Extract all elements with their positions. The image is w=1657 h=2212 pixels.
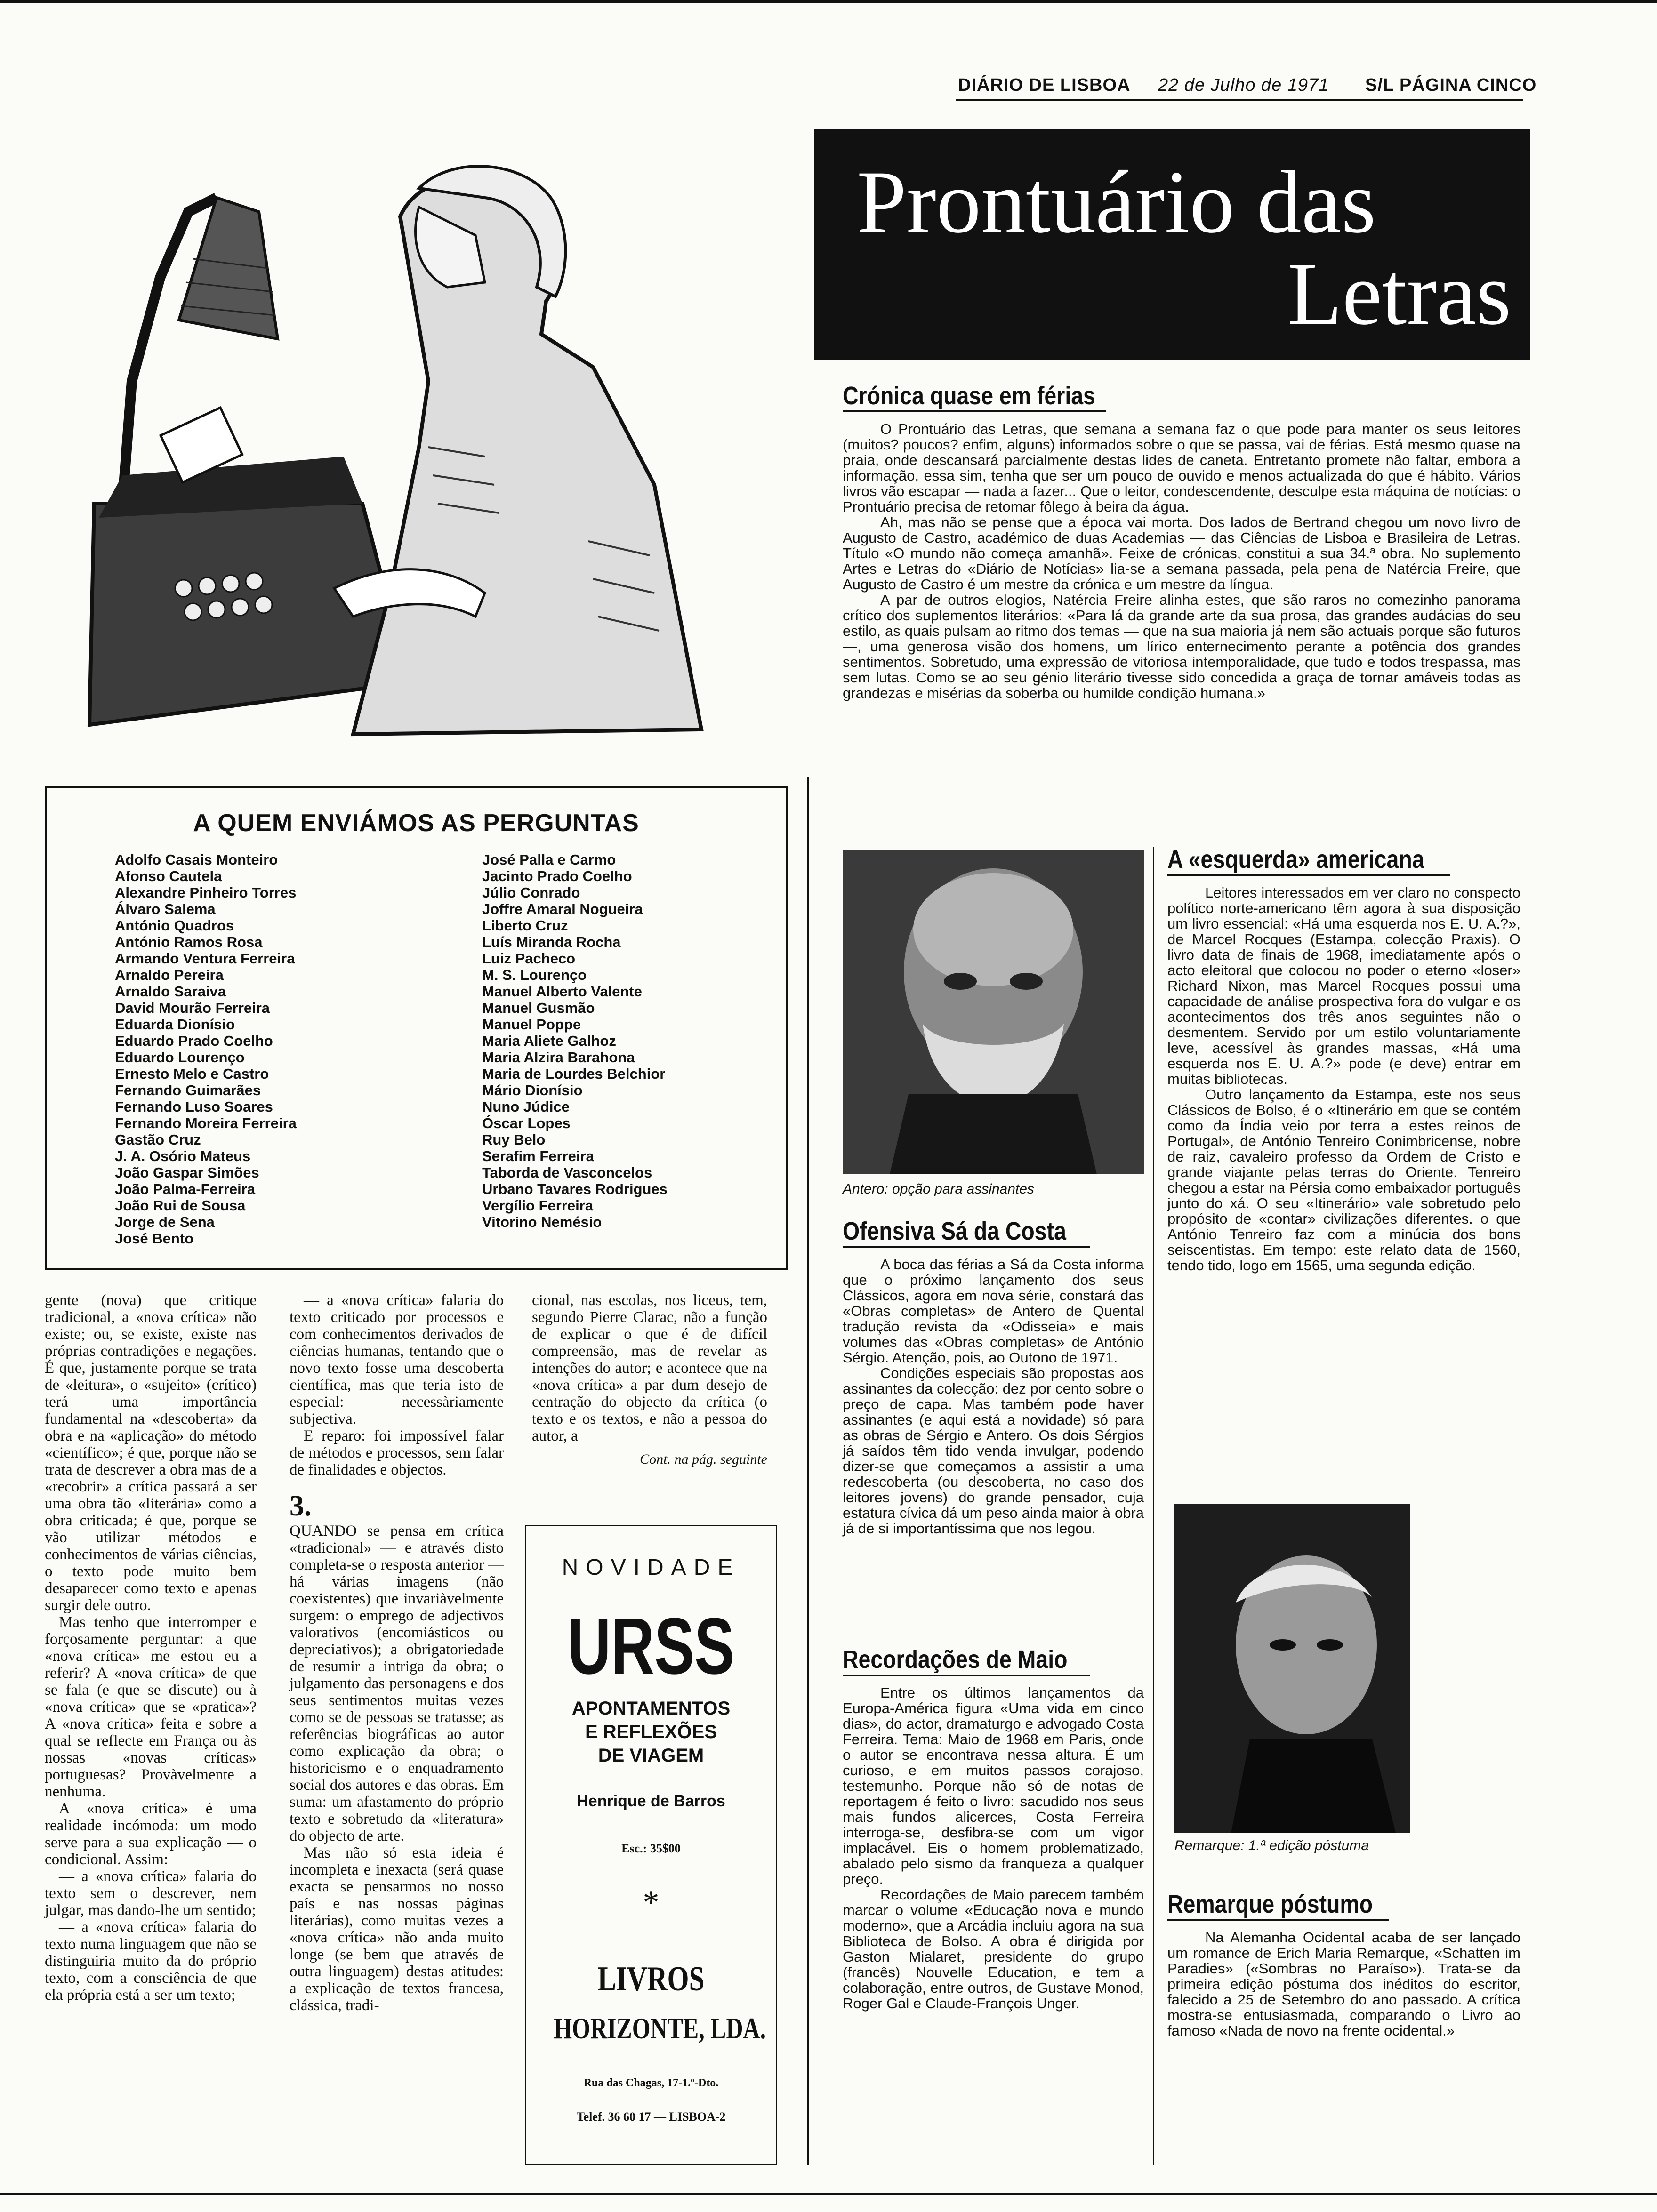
ofensiva-heading-rule <box>843 1246 1090 1248</box>
masthead-line-2: Letras <box>1287 245 1511 344</box>
recipient-name: Luís Miranda Rocha <box>482 934 621 950</box>
bottom-page-rule <box>0 2193 1657 2195</box>
newspaper-name: DIÁRIO DE LISBOA <box>958 75 1131 95</box>
masthead-line-1: Prontuário das <box>857 153 1376 252</box>
col3-p1: cional, nas escolas, nos liceus, tem, segundo Pierre Clarac, não a função de explicar o que é de difícil compreensão, mas de revelar as intenções do autor; e acontece que na «nova crítica» a par dum desejo de centração do objecto da crítica (o texto e os textos, e não a pessoa do autor, a <box>532 1292 767 1444</box>
book-advertisement <box>525 1525 777 2165</box>
antero-caption: Antero: opção para assinantes <box>843 1181 1034 1197</box>
recipient-name: Fernando Luso Soares <box>115 1098 273 1115</box>
cronica-body <box>843 421 1520 701</box>
ad-subtitle-3: DE VIAGEM <box>598 1745 704 1766</box>
recipient-name: Vitorino Nemésio <box>482 1214 602 1230</box>
ofensiva-body <box>843 1257 1144 1536</box>
recipient-name: Ernesto Melo e Castro <box>115 1066 269 1082</box>
cronica-p1: O Prontuário das Letras, que semana a semana faz o que pode para manter os seus leitores (muitos? poucos? enfim, alguns) informados sobre o que se passa, vai de férias. Está mesmo quase na praia, onde descansará parcialmente destas lides de caneta. Entretanto promete não faltar, embora a informação, essa sim, tenha que ser um pouco de ouvido e menos actualizada do que é hábito. Vários livros vão escapar — nada a fazer... Que o leitor, condescendente, desculpe esta máquina de notícias: o Prontuário precisa de retomar fôlego à beira da água. <box>843 421 1520 515</box>
recipient-name: João Palma-Ferreira <box>115 1181 256 1197</box>
article-column-3 <box>532 1292 767 1468</box>
ofensiva-heading: Ofensiva Sá da Costa <box>843 1217 1066 1245</box>
remarque-p1: Na Alemanha Ocidental acaba de ser lançado um romance de Erich Maria Remarque, «Schatten im Paradies» («Sombras no Paraíso»). Trata-se da primeira edição póstuma dos inéditos do escritor, falecido a 25 de Setembro do ano passado. A crítica mostra-se entusiasmada, comparando o Livro ao famoso «Nada de novo na frente ocidental.» <box>1167 1929 1520 2039</box>
col2-p1: — a «nova crítica» falaria do texto criticado por processos e com conhecimentos derivados de ciências humanas, tentando que o novo texto fosse uma descoberta científica, mas que teria isto de especial: necessàriamente subjectiva. <box>290 1292 504 1427</box>
recipient-name: Eduarda Dionísio <box>115 1016 235 1033</box>
ofensiva-p1: A boca das férias a Sá da Costa informa que o próximo lançamento dos seus Clássicos, agora em nova série, constará das «Obras completas» de Antero de Quental tradução revista da «Odisseia» e mais volumes das «Obras completas» de António Sérgio. Atenção, pois, ao Outono de 1971. <box>843 1256 1144 1366</box>
col1-p1: gente (nova) que critique tradicional, a «nova crítica» não existe; ou, se existe, existe nas próprias contradições e negações. É que, justamente porque se trata de «leitura», o «sujeito» (crítico) terá uma importância fundamental na «descoberta» da obra e na «aplicação» do método «científico»; é que, porque não se trata de descrever a obra mas de a «recobrir» a crítica passará a ser uma obra tão «literária» como a obra criticada; é que, porque se vão utilizar métodos e conhecimentos de várias ciências, o texto pode muito bem desaparecer como texto e apenas surgir dele outro. <box>45 1292 257 1614</box>
continued-note: Cont. na pág. seguinte <box>640 1451 767 1467</box>
recipients-right-list <box>482 851 668 1230</box>
ad-address: Rua das Chagas, 17-1.º-Dto. <box>583 2077 719 2089</box>
remarque-heading-rule <box>1167 1919 1389 1921</box>
recipient-name: Gastão Cruz <box>115 1131 201 1148</box>
recipients-box <box>45 786 788 1270</box>
ad-subtitle-2: E REFLEXÕES <box>585 1722 717 1742</box>
esquerda-body <box>1167 885 1520 1273</box>
recipient-name: Ruy Belo <box>482 1131 546 1148</box>
recipient-name: José Bento <box>115 1230 194 1247</box>
recipient-name: Fernando Moreira Ferreira <box>115 1115 297 1131</box>
recipient-name: David Mourão Ferreira <box>115 1000 270 1016</box>
recordacoes-body <box>843 1685 1144 2011</box>
remarque-caption: Remarque: 1.ª edição póstuma <box>1174 1838 1369 1853</box>
recipient-name: Manuel Gusmão <box>482 1000 595 1016</box>
recipient-name: Maria de Lourdes Belchior <box>482 1066 666 1082</box>
recipient-name: Armando Ventura Ferreira <box>115 950 295 967</box>
col2-p3: QUANDO se pensa em crítica «tradicional» — e através disto completa-se o resposta anterior — há várias imagens (não coexistentes) que invariàvelmente surgem: o emprego de adjectivos valorativos (encomiásticos ou depreciativos); a obrigatoriedade de resumir a intriga da obra; o julgamento das personagens e dos seus sentimentos muitas vezes como se de pessoas se tratasse; as referências biográficas ao autor como explicação da obra; o historicismo e o enquadramento social dos autores e das obras. Em suma: um afastamento do próprio texto e sobretudo da «literatura» do objecto de arte. <box>290 1523 504 1844</box>
recipient-name: Urbano Tavares Rodrigues <box>482 1181 668 1197</box>
cronica-p3: A par de outros elogios, Natércia Freire alinha estes, que são raros no comezinho panorama crítico dos suplementos literários: «Para lá da grande arte da sua prosa, das grandes audácias do seu estilo, as quais pulsam ao ritmo dos temas — que na sua maioria já nem são actuais porque são futuros —, uma generosa visão dos homens, um lírico enternecimento perante a potência dos grandes sentimentos. Sobretudo, uma expressão de vitoriosa intemporalidade, que tudo e todos trespassa, mas sem lutas. Como se ao seu génio literário tivesse sido concedida a graça de tornar amáveis todas as grandezas e misérias da soberba ou humilde condição humana.» <box>843 592 1520 701</box>
recipient-name: Luiz Pacheco <box>482 950 576 967</box>
issue-date: 22 de Julho de 1971 <box>1158 75 1329 95</box>
recipient-name: M. S. Lourenço <box>482 967 587 983</box>
recordacoes-heading-rule <box>843 1675 1090 1676</box>
recipients-left-list <box>115 851 297 1247</box>
recipient-name: Júlio Conrado <box>482 884 580 901</box>
esquerda-heading-rule <box>1167 874 1450 876</box>
esquerda-heading: A «esquerda» americana <box>1167 845 1424 874</box>
ofensiva-p2: Condições especiais são propostas aos assinantes da colecção: dez por cento sobre o preço de capa. Mas também pode haver assinantes (e aqui está a novidade) só para as obras de Sérgio e Antero. Os dois Sérgios já saídos têm tido venda invulgar, podendo dizer-se que começamos a assistir a uma redescoberta (ou descoberta, no caso dos leitores jovens) do grande pensador, cuja estatura cívica dá um peso ainda maior à obra já de si importantíssima que nos legou. <box>843 1365 1144 1537</box>
cronica-p2: Ah, mas não se pense que a época vai morta. Dos lados de Bertrand chegou um novo livro de Augusto de Castro, académico de duas Academias — das Ciências de Lisboa e Brasileira de Letras. Título «O mundo não começa amanhã». Feixe de crónicas, constitui a sua 34.ª obra. No suplemento Artes e Letras do «Diário de Notícias» lia-se a semana passada, pela pena de Natércia Freire, que Augusto de Castro é um mestre da crónica e um mestre da língua. <box>843 514 1520 593</box>
ad-author: Henrique de Barros <box>577 1792 725 1810</box>
article-column-2 <box>290 1292 504 2014</box>
recordacoes-p1: Entre os últimos lançamentos da Europa-América figura «Uma vida em cinco dias», do actor, dramaturgo e advogado Costa Ferreira. Tema: Maio de 1968 em Paris, onde o autor se encontrava nessa altura. É um curioso, e em muitos passos corajoso, testemunho. Porque não só de notas de reportagem é feito o livro: sacudido nos seus mais fundos alicerces, Costa Ferreira interroga-se, desfibra-se com um vigor implacável. Eis o homem problematizado, abalado pelo sismo da franqueza a qualquer preço. <box>843 1684 1144 1887</box>
recipient-name: Eduardo Prado Coelho <box>115 1033 273 1049</box>
recordacoes-p2: Recordações de Maio parecem também marcar o volume «Educação nova e mundo moderno», que a Arcádia incluiu agora na sua Biblioteca de Bolso. A obra é dirigida por Gaston Mialaret, presidente do grupo (francês) Nouvelle Education, e tem a colaboração, entre outros, de Gustave Monod, Roger Gal e Claude-François Unger. <box>843 1886 1144 2012</box>
ad-novidade: NOVIDADE <box>562 1555 740 1580</box>
recipient-name: Fernando Guimarães <box>115 1082 261 1098</box>
masthead-box <box>814 129 1530 360</box>
ad-price: Esc.: 35$00 <box>621 1842 681 1855</box>
recipients-title: A QUEM ENVIÁMOS AS PERGUNTAS <box>193 809 639 837</box>
recipient-name: João Gaspar Simões <box>115 1164 259 1181</box>
recipient-name: Manuel Poppe <box>482 1016 581 1033</box>
recipient-name: António Quadros <box>115 917 234 934</box>
recipient-name: Adolfo Casais Monteiro <box>115 851 278 868</box>
remarque-photo <box>1174 1504 1410 1833</box>
top-page-rule <box>0 0 1657 3</box>
recipient-name: Vergílio Ferreira <box>482 1197 594 1214</box>
recipient-name: Mário Dionísio <box>482 1082 583 1098</box>
recipient-name: Álvaro Salema <box>115 901 216 917</box>
ad-horizonte: HORIZONTE, LDA. <box>554 2012 766 2045</box>
esquerda-p1: Leitores interessados em ver claro no conspecto político norte-americano têm agora à sua disposição um livro essencial: «Há uma esquerda nos E. U. A.?», de Marcel Rocques (Estampa, colecção Praxis). O livro data de finais de 1968, imediatamente após o acto eleitoral que colocou no poder o eterno «loser» Richard Nixon, mas Marcel Rocques possui uma capacidade de análise prospectiva fora do vulgar e os acontecimentos dos três anos seguintes não o desmentem. Servido por um estilo voluntariamente leve, acessível às grandes massas, «Há uma esquerda nos E. U. A.?» pode (e deve) entrar em muitas bibliotecas. <box>1167 884 1520 1087</box>
recipient-name: Jorge de Sena <box>115 1214 215 1230</box>
recipient-name: José Palla e Carmo <box>482 851 616 868</box>
col1-p4: — a «nova crítica» falaria do texto sem o descrever, nem julgar, mas dando-lhe um sentido; <box>45 1868 257 1919</box>
recipient-name: J. A. Osório Mateus <box>115 1148 251 1164</box>
recipient-name: António Ramos Rosa <box>115 934 263 950</box>
recipient-name: Afonso Cautela <box>115 868 222 884</box>
recipient-name: Liberto Cruz <box>482 917 568 934</box>
section-number-3: 3. <box>290 1490 312 1522</box>
recipient-name: Nuno Júdice <box>482 1098 570 1115</box>
typist-illustration <box>61 118 796 758</box>
col2-p2: E reparo: foi impossível falar de métodos e processos, sem falar de finalidades e objectos. <box>290 1427 504 1478</box>
esquerda-p2: Outro lançamento da Estampa, este nos seus Clássicos de Bolso, é o «Itinerário em que se contém como da Índia veio por terra a estes reinos de Portugal», de António Tenreiro Conimbricense, nobre de raiz, cavaleiro professo da Ordem de Cristo e grande viajante pelas terras do Oriente. Tenreiro chegou a estar na Pérsia como embaixador português junto do xá. O seu «Itinerário» vale sobretudo pelo propósito de «contar» civilizações diferentes. o que António Tenreiro faz com a minúcia dos bons seiscentistas. Em tempo: este relato data de 1560, tendo tido, logo em 1565, uma segunda edição. <box>1167 1086 1520 1274</box>
right-column-divider <box>1153 847 1154 2165</box>
recipient-name: Arnaldo Pereira <box>115 967 224 983</box>
col1-p3: A «nova crítica» é uma realidade incómoda: um modo serve para a sua explicação — o condicional. Assim: <box>45 1800 257 1868</box>
col1-p2: Mas tenho que interromper e forçosamente perguntar: a que «nova crítica» me estou eu a referir? A «nova crítica» de que se fala (e que se discute) ou à «nova crítica» que se «pratica»? A «nova crítica» feita e sobre a qual se reflecte em França ou às nossas «novas críticas» portuguesas? Provàvelmente a nenhuma. <box>45 1614 257 1800</box>
ad-star: * <box>643 1884 660 1921</box>
left-column-divider <box>807 777 809 2165</box>
recipient-name: Maria Alzira Barahona <box>482 1049 635 1066</box>
remarque-heading: Remarque póstumo <box>1167 1890 1373 1918</box>
page-number: S/L PÁGINA CINCO <box>1365 75 1537 95</box>
recipient-name: Joffre Amaral Nogueira <box>482 901 643 917</box>
ad-livros: LIVROS <box>597 1960 705 1998</box>
recordacoes-heading: Recordações de Maio <box>843 1645 1068 1674</box>
recipient-name: Manuel Alberto Valente <box>482 983 642 1000</box>
cronica-heading: Crónica quase em férias <box>843 382 1095 410</box>
recipient-name: Eduardo Lourenço <box>115 1049 245 1066</box>
cronica-heading-rule <box>843 410 1106 412</box>
ad-urss: URSS <box>567 1602 735 1691</box>
header-rule <box>956 99 1523 101</box>
antero-photo <box>843 850 1144 1174</box>
recipient-name: Jacinto Prado Coelho <box>482 868 632 884</box>
recipient-name: Alexandre Pinheiro Torres <box>115 884 297 901</box>
remarque-body <box>1167 1930 1520 2038</box>
recipient-name: Taborda de Vasconcelos <box>482 1164 652 1181</box>
ad-subtitle-1: APONTAMENTOS <box>571 1698 731 1719</box>
recipient-name: Maria Aliete Galhoz <box>482 1033 616 1049</box>
recipient-name: João Rui de Sousa <box>115 1197 246 1214</box>
article-column-1 <box>45 1292 257 2004</box>
recipient-name: Arnaldo Saraiva <box>115 983 226 1000</box>
recipient-name: Óscar Lopes <box>482 1115 571 1131</box>
ad-telephone: Telef. 36 60 17 — LISBOA-2 <box>576 2110 726 2124</box>
col2-p4: Mas não só esta ideia é incompleta e inexacta (será quase exacta se pensarmos no nosso país e nas nossas páginas literárias), como muitas vezes a «nova crítica» não anda muito longe (se bem que através de outra linguagem) destas atitudes: a explicação de textos francesa, clássica, tradi- <box>290 1844 504 2014</box>
recipient-name: Serafim Ferreira <box>482 1148 594 1164</box>
col1-p5: — a «nova crítica» falaria do texto numa linguagem que não se distinguiria muito da do próprio texto, com a consciência de que ela própria está a ser um texto; <box>45 1919 257 2004</box>
